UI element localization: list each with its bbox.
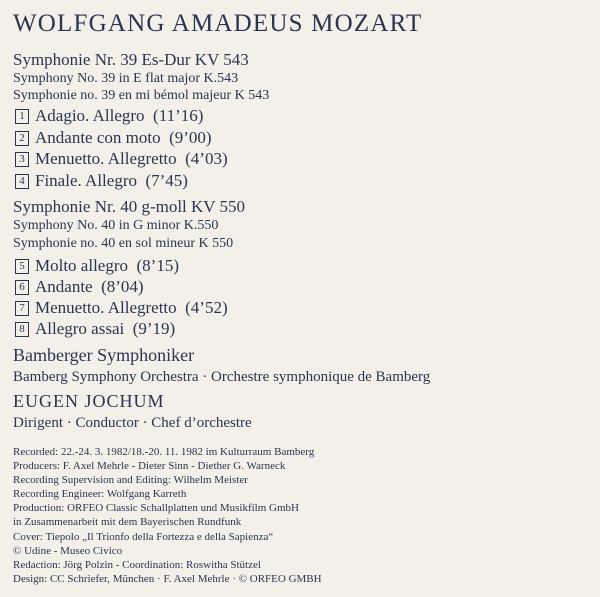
track-title: Andante con moto	[35, 128, 161, 147]
track-duration: (8’15)	[136, 256, 179, 275]
credit-line: Producers: F. Axel Mehrle - Dieter Sinn - Diether G. Warneck	[13, 460, 286, 473]
credit-line: Cover: Tiepolo „Il Trionfo della Fortezza e della Sapienza“	[13, 530, 274, 543]
track-number-box: 5	[15, 259, 29, 274]
credit-line: Recorded: 22.-24. 3. 1982/18.-20. 11. 1982 im Kulturraum Bamberg	[13, 446, 315, 458]
track-number-box: 6	[15, 280, 29, 295]
orchestra-name: Bamberger Symphoniker	[13, 345, 195, 365]
orchestra-translations: Bamberg Symphony Orchestra · Orchestre symphonique de Bamberg	[13, 369, 431, 385]
track-title: Molto allegro	[35, 256, 129, 275]
work-title-40: Symphonie Nr. 40 g-moll KV 550	[13, 197, 246, 216]
work-subtitle-fr-39: Symphonie no. 39 en mi bémol majeur K 543	[13, 88, 270, 103]
track-title: Menuetto. Allegretto	[35, 149, 177, 168]
track-duration: (8’04)	[101, 277, 144, 296]
track-item	[15, 256, 179, 276]
work-title-39: Symphonie Nr. 39 Es-Dur KV 543	[13, 50, 249, 69]
composer-name: WOLFGANG AMADEUS MOZART	[13, 10, 423, 37]
track-duration: (9’00)	[169, 128, 212, 147]
track-duration: (4’52)	[185, 298, 228, 317]
track-item	[15, 149, 228, 169]
credit-line: in Zusammenarbeit mit dem Bayerischen Rundfunk	[13, 516, 242, 529]
track-number-box: 2	[15, 131, 29, 146]
track-title: Adagio. Allegro	[35, 106, 145, 125]
track-item	[15, 171, 188, 191]
credit-line: Design: CC Schriefer, München · F. Axel Mehrle · © ORFEO GMBH	[13, 572, 322, 585]
track-number-box: 7	[15, 301, 29, 316]
track-title: Allegro assai	[35, 319, 125, 338]
track-item	[15, 106, 203, 126]
work-subtitle-en-39: Symphony No. 39 in E flat major K.543	[13, 71, 239, 86]
conductor-name: EUGEN JOCHUM	[13, 391, 165, 411]
track-number-box: 3	[15, 152, 29, 167]
credit-line: Production: ORFEO Classic Schallplatten und Musikfilm GmbH	[13, 502, 299, 515]
track-item	[15, 277, 144, 297]
track-duration: (4’03)	[185, 149, 228, 168]
track-item	[15, 319, 175, 339]
credit-line: © Udine - Museo Civico	[13, 544, 123, 557]
track-item	[15, 128, 212, 148]
track-number-box: 4	[15, 174, 29, 189]
work-subtitle-en-40: Symphony No. 40 in G minor K.550	[13, 218, 219, 233]
credit-line: Redaction: Jörg Polzin - Coordination: Roswitha Stützel	[13, 558, 261, 571]
track-title: Menuetto. Allegretto	[35, 298, 177, 317]
conductor-role: Dirigent · Conductor · Chef d’orchestre	[13, 415, 252, 431]
track-duration: (9’19)	[132, 319, 176, 338]
track-title: Finale. Allegro	[35, 171, 137, 190]
credits-block	[13, 445, 322, 586]
track-duration: (7’45)	[145, 171, 188, 190]
track-item	[15, 298, 228, 318]
credit-line: Recording Supervision and Editing: Wilhelm Meister	[13, 474, 248, 487]
track-number-box: 1	[15, 109, 29, 124]
track-number-box: 8	[15, 322, 29, 337]
track-duration: (11’16)	[153, 106, 204, 125]
work-subtitle-fr-40: Symphonie no. 40 en sol mineur K 550	[13, 236, 234, 251]
track-title: Andante	[35, 277, 93, 296]
credit-line: Recording Engineer: Wolfgang Karreth	[13, 488, 187, 501]
